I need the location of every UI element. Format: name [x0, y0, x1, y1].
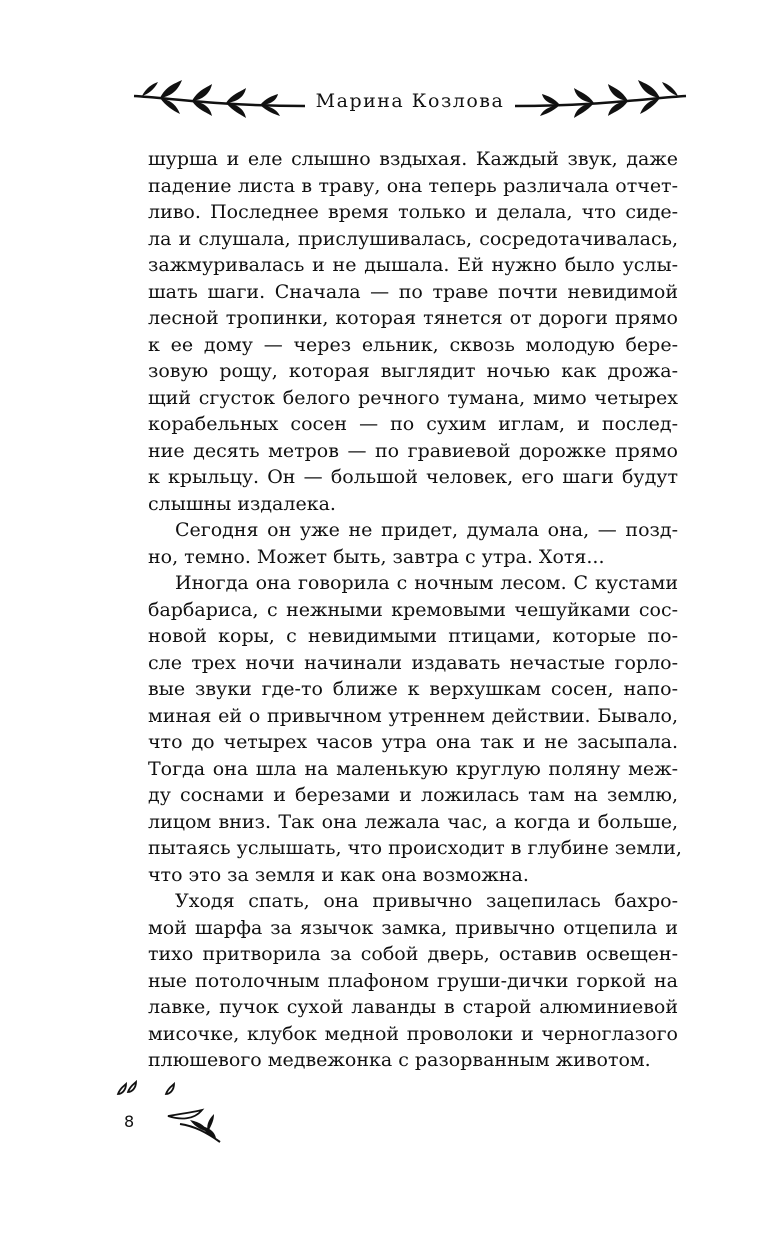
- text-line: ние десять метров — по гравиевой дорожке прямо: [148, 439, 678, 462]
- text-line: пытаясь услышать, что происходит в глубине земли,: [148, 837, 682, 859]
- text-line: но, темно. Может быть, завтра с утра. Хотя...: [148, 545, 605, 568]
- paragraph: [148, 146, 678, 517]
- running-header: [130, 72, 690, 132]
- text-line: ду соснами и березами и ложилась там на землю,: [148, 784, 678, 806]
- text-line: сле трех ночи начинали издавать нечастые горло-: [148, 651, 678, 674]
- leafy-vine-icon: [515, 72, 690, 132]
- text-line: лесной тропинки, которая тянется от дороги прямо: [148, 307, 678, 329]
- text-line: новой коры, с невидимыми птицами, которые по-: [148, 625, 678, 647]
- text-line: зовую рощу, которая выглядит ночью как дрожа-: [148, 360, 678, 382]
- text-line: корабельных сосен — по сухим иглам, и послед-: [148, 413, 678, 435]
- paragraph: [148, 517, 678, 570]
- text-line: что это за земля и как она возможна.: [148, 863, 529, 886]
- text-line: барбариса, с нежными кремовыми чешуйками сос-: [148, 598, 678, 621]
- running-title: Марина Козлова: [315, 90, 505, 112]
- text-line: лицом вниз. Так она лежала час, а когда и больше,: [148, 810, 678, 833]
- text-line: шурша и еле слышно вздыхая. Каждый звук, даже: [148, 148, 678, 170]
- text-line: к крыльцу. Он — большой человек, его шаги будут: [148, 466, 678, 488]
- text-line: Сегодня он уже не придет, думала она, — позд-: [175, 519, 678, 541]
- text-line: Тогда она шла на маленькую круглую поляну меж-: [148, 757, 678, 780]
- text-line: щий сгусток белого речного тумана, мимо четырех: [148, 386, 678, 409]
- body-text: [148, 146, 682, 1074]
- text-line: вые звуки где-то ближе к верхушкам сосен, напо-: [148, 678, 678, 700]
- text-line: зажмуривалась и не дышала. Ей нужно было услы-: [148, 254, 678, 276]
- text-line: Уходя спать, она привычно зацепилась бахро-: [175, 890, 678, 912]
- text-line: Иногда она говорила с ночным лесом. С кустами: [175, 572, 678, 594]
- text-line: плюшевого медвежонка с разорванным животом.: [148, 1049, 651, 1071]
- text-line: лавке, пучок сухой лаванды в старой алюминиевой: [148, 996, 678, 1018]
- paragraph: [148, 570, 682, 888]
- text-line: шать шаги. Сначала — по траве почти невидимой: [148, 280, 678, 303]
- text-line: мисочке, клубок медной проволоки и черноглазого: [148, 1022, 678, 1045]
- paragraph: [148, 888, 678, 1074]
- text-line: миная ей о привычном утреннем действии. Бывало,: [148, 704, 678, 727]
- text-line: к ее дому — через ельник, сквозь молодую бере-: [148, 333, 678, 356]
- text-line: падение листа в траву, она теперь различала отчет-: [148, 174, 678, 197]
- text-line: ные потолочным плафоном груши-дички горкой на: [148, 969, 678, 992]
- text-line: ла и слушала, прислушивалась, сосредотачивалась,: [148, 227, 678, 250]
- text-line: мой шарфа за язычок замка, привычно отцепила и: [148, 916, 678, 939]
- text-line: слышны издалека.: [148, 492, 336, 515]
- text-line: ливо. Последнее время только и делала, что сиде-: [148, 201, 678, 223]
- page-number: 8: [124, 1112, 135, 1131]
- text-line: что до четырех часов утра она так и не засыпала.: [148, 731, 678, 753]
- text-line: тихо притворила за собой дверь, оставив освещен-: [148, 943, 678, 965]
